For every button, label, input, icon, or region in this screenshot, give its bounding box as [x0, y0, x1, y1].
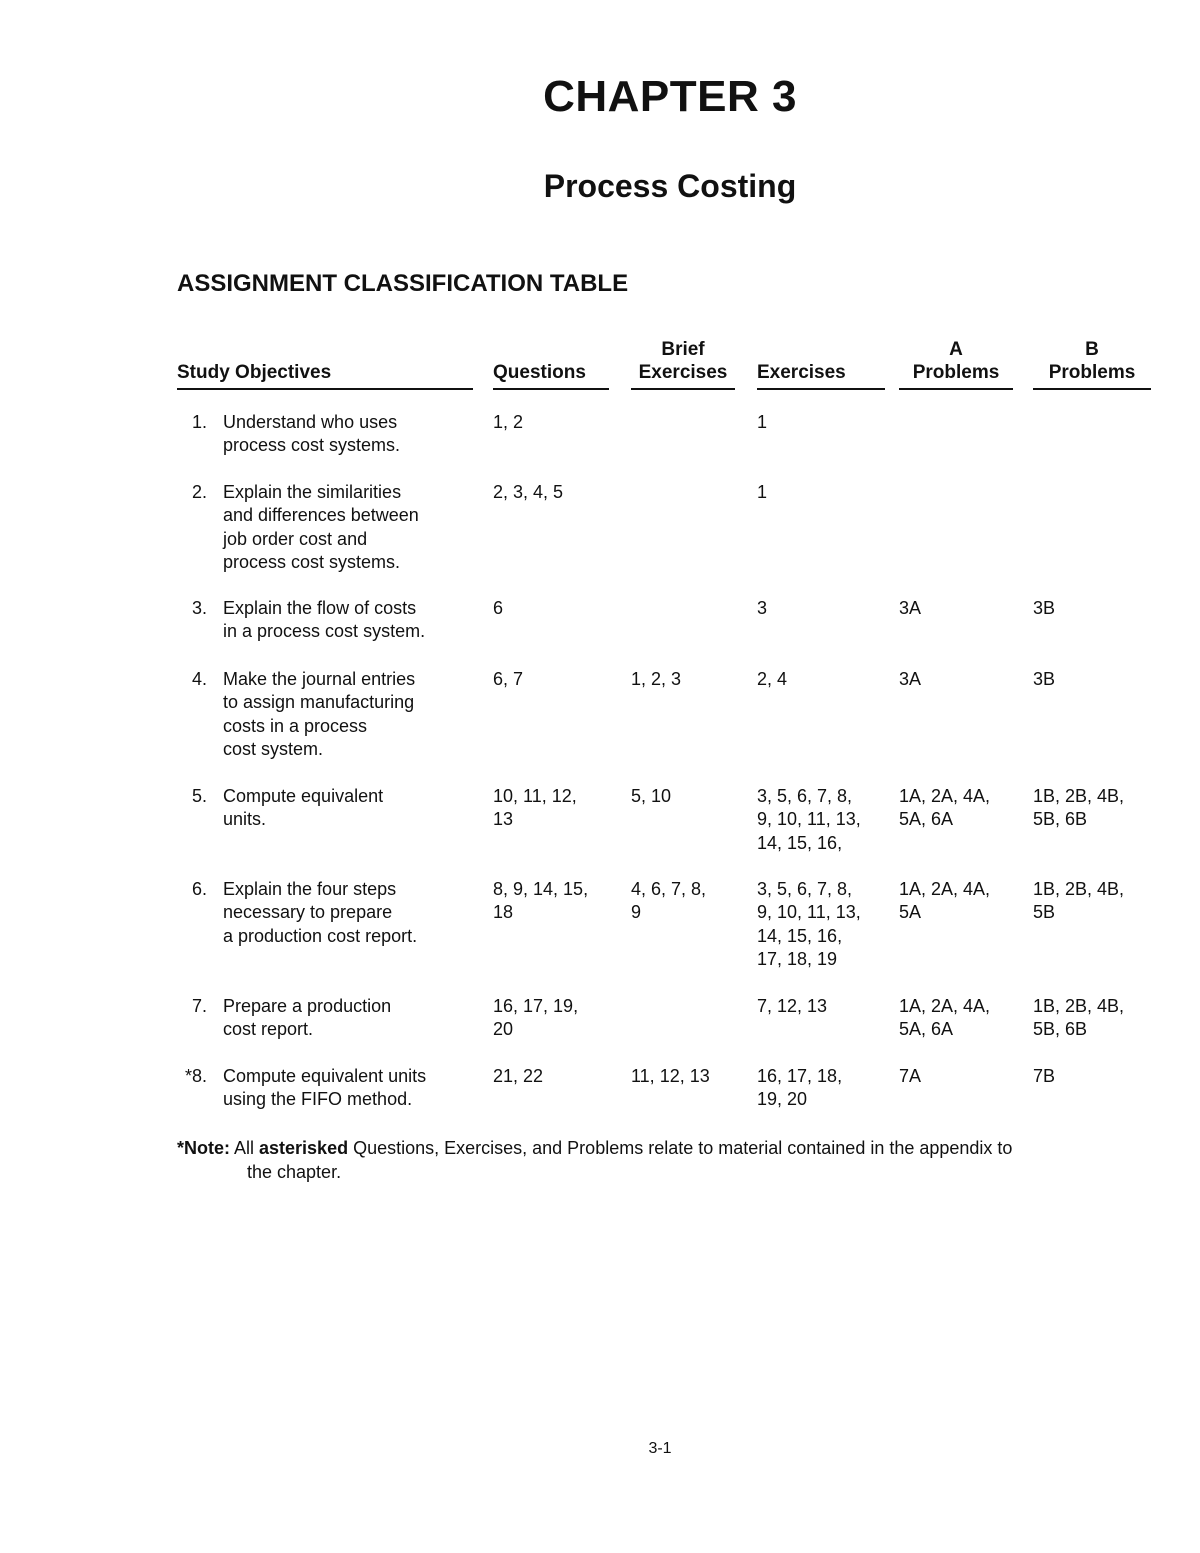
row-exercises: 3, 5, 6, 7, 8, 9, 10, 11, 13, 14, 15, 16,: [757, 786, 861, 853]
footnote-label: *Note:: [177, 1138, 230, 1158]
row-objective: Compute equivalent units.: [223, 786, 384, 830]
row-b-problems: 3B: [1033, 598, 1056, 618]
row-objective: Explain the four steps necessary to prepare a production cost report.: [223, 879, 418, 946]
row-questions: 2, 3, 4, 5: [493, 482, 564, 502]
row-exercises: 2, 4: [757, 669, 788, 689]
row-b-problems: 1B, 2B, 4B, 5B, 6B: [1033, 996, 1125, 1040]
row-questions: 16, 17, 19, 20: [493, 996, 579, 1040]
header-b-problems: B Problems: [1033, 338, 1151, 390]
row-exercises: 1: [757, 412, 768, 432]
row-objective: Make the journal entries to assign manufacturing costs in a process cost system.: [223, 669, 416, 760]
section-title: ASSIGNMENT CLASSIFICATION TABLE: [177, 270, 629, 297]
footnote: [177, 1136, 1177, 1184]
chapter-heading: CHAPTER 3: [543, 72, 797, 121]
row-number: 3.: [191, 598, 207, 618]
row-questions: 8, 9, 14, 15, 18: [493, 879, 589, 923]
row-b-problems: 1B, 2B, 4B, 5B, 6B: [1033, 786, 1125, 830]
row-b-problems: 7B: [1033, 1066, 1056, 1086]
row-questions: 6: [493, 598, 504, 618]
row-questions: 10, 11, 12, 13: [493, 786, 577, 830]
row-a-problems: 1A, 2A, 4A, 5A, 6A: [899, 996, 991, 1040]
header-brief-exercises: Brief Exercises: [631, 338, 735, 390]
header-a-problems: A Problems: [899, 338, 1013, 390]
footnote-body: *Note: All asterisked Questions, Exercises, and Problems relate to material contained in the appendix to: [177, 1138, 1013, 1158]
row-number: 1.: [191, 412, 207, 432]
row-exercises: 3: [757, 598, 768, 618]
row-a-problems: 7A: [899, 1066, 922, 1086]
row-a-problems: 3A: [899, 598, 922, 618]
row-number: 2.: [191, 482, 207, 502]
row-number: *8.: [184, 1066, 207, 1086]
row-a-problems: 1A, 2A, 4A, 5A: [899, 879, 991, 923]
row-brief-exercises: 11, 12, 13: [631, 1066, 710, 1086]
row-brief-exercises: 5, 10: [631, 786, 672, 806]
row-objective: Explain the flow of costs in a process cost system.: [223, 598, 426, 642]
row-brief-exercises: 1, 2, 3: [631, 669, 682, 689]
row-number: 5.: [191, 786, 207, 806]
row-exercises: 7, 12, 13: [757, 996, 828, 1016]
row-b-problems: 1B, 2B, 4B, 5B: [1033, 879, 1125, 923]
row-a-problems: 3A: [899, 669, 922, 689]
row-objective: Understand who uses process cost systems.: [223, 412, 401, 456]
footnote-continuation: the chapter.: [247, 1162, 342, 1182]
row-b-problems: 3B: [1033, 669, 1056, 689]
row-number: 7.: [191, 996, 207, 1016]
header-questions: Questions: [493, 338, 609, 390]
row-questions: 1, 2: [493, 412, 524, 432]
header-study-objectives: Study Objectives: [177, 338, 473, 390]
row-objective: Compute equivalent units using the FIFO method.: [223, 1066, 427, 1110]
row-brief-exercises: 4, 6, 7, 8, 9: [631, 879, 707, 923]
header-exercises: Exercises: [757, 338, 885, 390]
footnote-bold-word: asterisked: [259, 1138, 349, 1158]
row-exercises: 3, 5, 6, 7, 8, 9, 10, 11, 13, 14, 15, 16, 17, 18, 19: [757, 879, 861, 970]
row-questions: 6, 7: [493, 669, 524, 689]
row-objective: Explain the similarities and differences between job order cost and process cost systems.: [223, 482, 419, 573]
row-a-problems: 1A, 2A, 4A, 5A, 6A: [899, 786, 991, 830]
row-questions: 21, 22: [493, 1066, 544, 1086]
chapter-subtitle: Process Costing: [543, 168, 797, 204]
row-exercises: 16, 17, 18, 19, 20: [757, 1066, 843, 1110]
row-number: 6.: [191, 879, 207, 899]
row-exercises: 1: [757, 482, 768, 502]
page-number: 3-1: [648, 1440, 672, 1457]
row-number: 4.: [191, 669, 207, 689]
row-objective: Prepare a production cost report.: [223, 996, 392, 1040]
